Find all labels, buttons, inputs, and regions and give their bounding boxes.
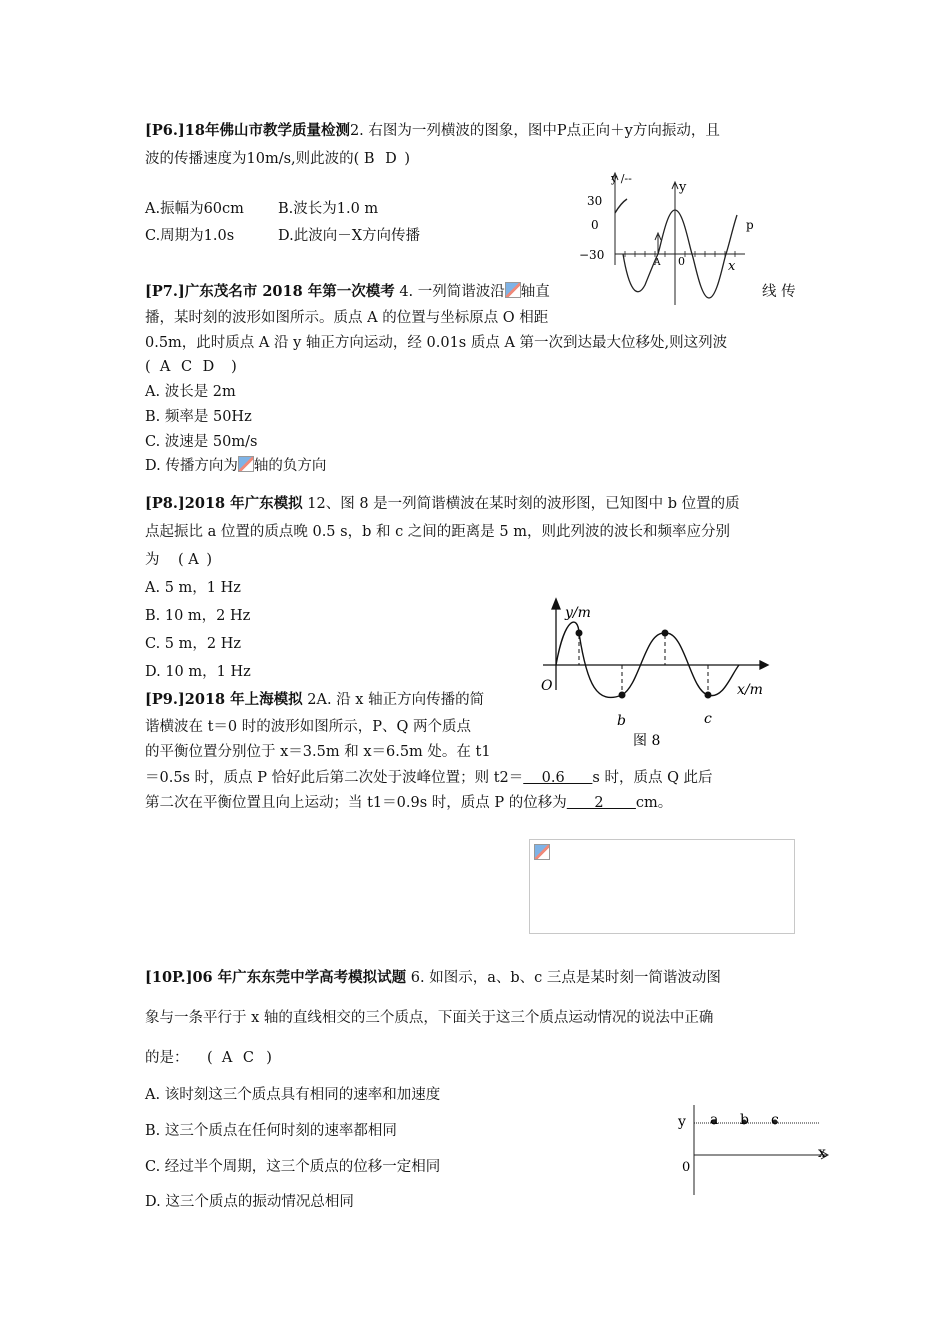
p7-open: ( — [145, 359, 151, 375]
p9-text4a: ＝0.5s 时，质点 P 恰好此后第二次处于波峰位置；则 t2＝ — [145, 770, 524, 786]
p7-source: 广东茂名市 2018 年第一次模考 — [184, 283, 395, 300]
p9-line3: 的平衡位置分别位于 x＝3.5m 和 x＝6.5m 处。在 t1 — [145, 744, 491, 760]
p6-tick-neg30: −30 — [579, 248, 605, 262]
fig8-wave-curve — [556, 622, 739, 697]
p10-figure — [672, 1100, 837, 1200]
p9-tag: [P9.] — [145, 691, 185, 708]
p8-answer: A — [188, 552, 202, 568]
p10-line1 — [145, 968, 721, 988]
p7-line4 — [145, 357, 237, 377]
p6-source: 18年佛山市教学质量检测 — [184, 122, 350, 139]
fig8-y-label: y/m — [565, 605, 591, 621]
p7-text1a: 4. 一列简谐波沿 — [399, 284, 505, 300]
p10-line2: 象与一条平行于 x 轴的直线相交的三个质点，下面关于这三个质点运动情况的说法中正确 — [145, 1010, 714, 1026]
p6-line1 — [145, 121, 720, 141]
p6-point-a: A — [654, 258, 661, 268]
p10-x-label: x — [818, 1145, 826, 1161]
fig8-point-c — [705, 692, 712, 699]
p7-opt-c: C. 波速是 50m/s — [145, 434, 258, 450]
p7-close: ) — [231, 359, 237, 375]
fig8-y-arrow — [552, 599, 560, 609]
p9-line4 — [145, 768, 713, 788]
p8-opt-c: C. 5 m，2 Hz — [145, 636, 241, 652]
p8-text3a: 为 — [145, 552, 160, 568]
fig8-point-b — [619, 692, 626, 699]
p8-source: 2018 年广东模拟 — [184, 495, 303, 512]
fig8-label-b: b — [617, 713, 626, 729]
p6-opt-b: B.波长为1.0 m — [278, 201, 379, 217]
p6-opt-c: C.周期为1.0s — [145, 228, 235, 244]
p10-opt-d: D. 这三个质点的振动情况总相同 — [145, 1194, 354, 1210]
p7-tag: [P7.] — [145, 283, 185, 300]
p9-text4b: s 时，质点 Q 此后 — [592, 770, 713, 786]
p8-opt-d: D. 10 m，1 Hz — [145, 664, 251, 680]
p9-source: 2018 年上海模拟 — [184, 691, 303, 708]
fig8-origin: O — [541, 678, 553, 694]
p10-line3 — [145, 1048, 272, 1068]
p10-text3a: 的是： — [145, 1050, 189, 1066]
p10-label-a: a — [710, 1112, 719, 1128]
p6-y-label: y — [679, 180, 687, 195]
p6-x-label: x — [728, 259, 736, 274]
p10-y-label: y — [678, 1114, 686, 1130]
p10-opt-a: A. 该时刻这三个质点具有相同的速率和加速度 — [145, 1087, 441, 1103]
p10-label-c: c — [771, 1112, 779, 1128]
p8-line2: 点起振比 a 位置的质点晚 0.5 s，b 和 c 之间的距离是 5 m，则此列波的波长和频率应分别 — [145, 524, 731, 540]
p6-text: 2. 右图为一列横波的图象，图中P点正向＋y方向振动，且 — [349, 123, 720, 139]
p10-open: ( — [206, 1050, 213, 1066]
p9-line2: 谐横波在 t＝0 时的波形如图所示，P、Q 两个质点 — [145, 719, 472, 735]
fig8-x-label: x/m — [737, 682, 763, 698]
p10-answer: A C — [221, 1050, 258, 1066]
p8-open: ( — [177, 552, 184, 568]
fig8-point-peak2 — [662, 630, 669, 637]
p6-close: ) — [404, 151, 411, 167]
p9-blank-displacement: 2 — [566, 795, 636, 811]
p9-line5 — [145, 793, 672, 813]
fig8-x-arrow — [760, 661, 768, 669]
p6-tag: [P6.] — [145, 122, 185, 139]
broken-image-icon — [534, 844, 550, 860]
p9-text5a: 第二次在平衡位置且向上运动；当 t1＝0.9s 时，质点 P 的位移为 — [145, 795, 567, 811]
p10-close: ) — [266, 1050, 272, 1066]
fig8-point-a — [576, 630, 583, 637]
p7-opt-b: B. 频率是 50Hz — [145, 409, 252, 425]
missing-image-frame — [529, 839, 795, 934]
p9-blank-t2: 0.6 — [523, 770, 593, 786]
p10-label-b: b — [740, 1112, 749, 1128]
p7-line1 — [145, 282, 550, 302]
p10-opt-c: C. 经过半个周期，这三个质点的位移一定相同 — [145, 1159, 441, 1175]
p10-origin: 0 — [682, 1160, 691, 1175]
fig8-wave-figure — [535, 595, 775, 755]
p7-opt-d — [145, 456, 326, 476]
p8-opt-b: B. 10 m，2 Hz — [145, 608, 251, 624]
p6-origin: 0 — [678, 255, 685, 268]
p7-opt-d-b: 轴的负方向 — [253, 458, 327, 474]
p9-text5b: cm。 — [635, 795, 673, 811]
p9-text1: 2A. 沿 x 轴正方向传播的简 — [307, 692, 485, 708]
p6-answer: B D — [363, 151, 400, 167]
p7-text1b: 轴直 — [520, 284, 550, 300]
p8-opt-a: A. 5 m，1 Hz — [145, 580, 241, 596]
p6-y-top-label: y /-- — [611, 172, 632, 185]
p7-answer: A C D — [159, 359, 218, 375]
p6-small-curve — [615, 199, 627, 213]
p6-tick-0: 0 — [591, 218, 599, 232]
p8-line1 — [145, 494, 740, 514]
p10-tag: [10P.] — [145, 969, 193, 986]
broken-image-icon — [238, 456, 254, 472]
p6-opt-d: D.此波向－X方向传播 — [278, 228, 421, 244]
p10-opt-b: B. 这三个质点在任何时刻的速率都相同 — [145, 1123, 397, 1139]
p8-text1: 12、图 8 是一列简谐横波在某时刻的波形图，已知图中 b 位置的质 — [307, 496, 740, 512]
p6-tick-30: 30 — [587, 194, 603, 208]
p10-source: 06 年广东东莞中学高考模拟试题 — [192, 969, 407, 986]
p8-line3 — [145, 550, 212, 570]
p7-line3: 0.5m，此时质点 A 沿 y 轴正方向运动，经 0.01s 质点 A 第一次到达最大位移处,则这列波 — [145, 335, 728, 351]
p6-line2 — [145, 149, 410, 169]
p6-point-p: p — [746, 218, 754, 232]
p9-line1 — [145, 690, 484, 710]
p7-line2: 播，某时刻的波形如图所示。质点 A 的位置与坐标原点 O 相距 — [145, 310, 549, 326]
fig8-label-c: c — [704, 711, 712, 727]
p6-opt-a: A.振幅为60cm — [145, 201, 244, 217]
broken-image-icon — [505, 282, 521, 298]
p7-opt-d-a: D. 传播方向为 — [145, 458, 238, 474]
fig8-caption: 图 8 — [633, 733, 661, 749]
p8-close: ) — [206, 552, 212, 568]
p6-text2: 波的传播速度为10m/s,则此波的( — [145, 151, 360, 167]
p8-tag: [P8.] — [145, 495, 185, 512]
p6-wave-figure — [575, 165, 770, 315]
p7-opt-a: A. 波长是 2m — [145, 384, 236, 400]
p7-line1-tail: 线 传 — [762, 284, 796, 300]
p10-text1: 6. 如图示，a、b、c 三点是某时刻一简谐波动图 — [410, 970, 721, 986]
